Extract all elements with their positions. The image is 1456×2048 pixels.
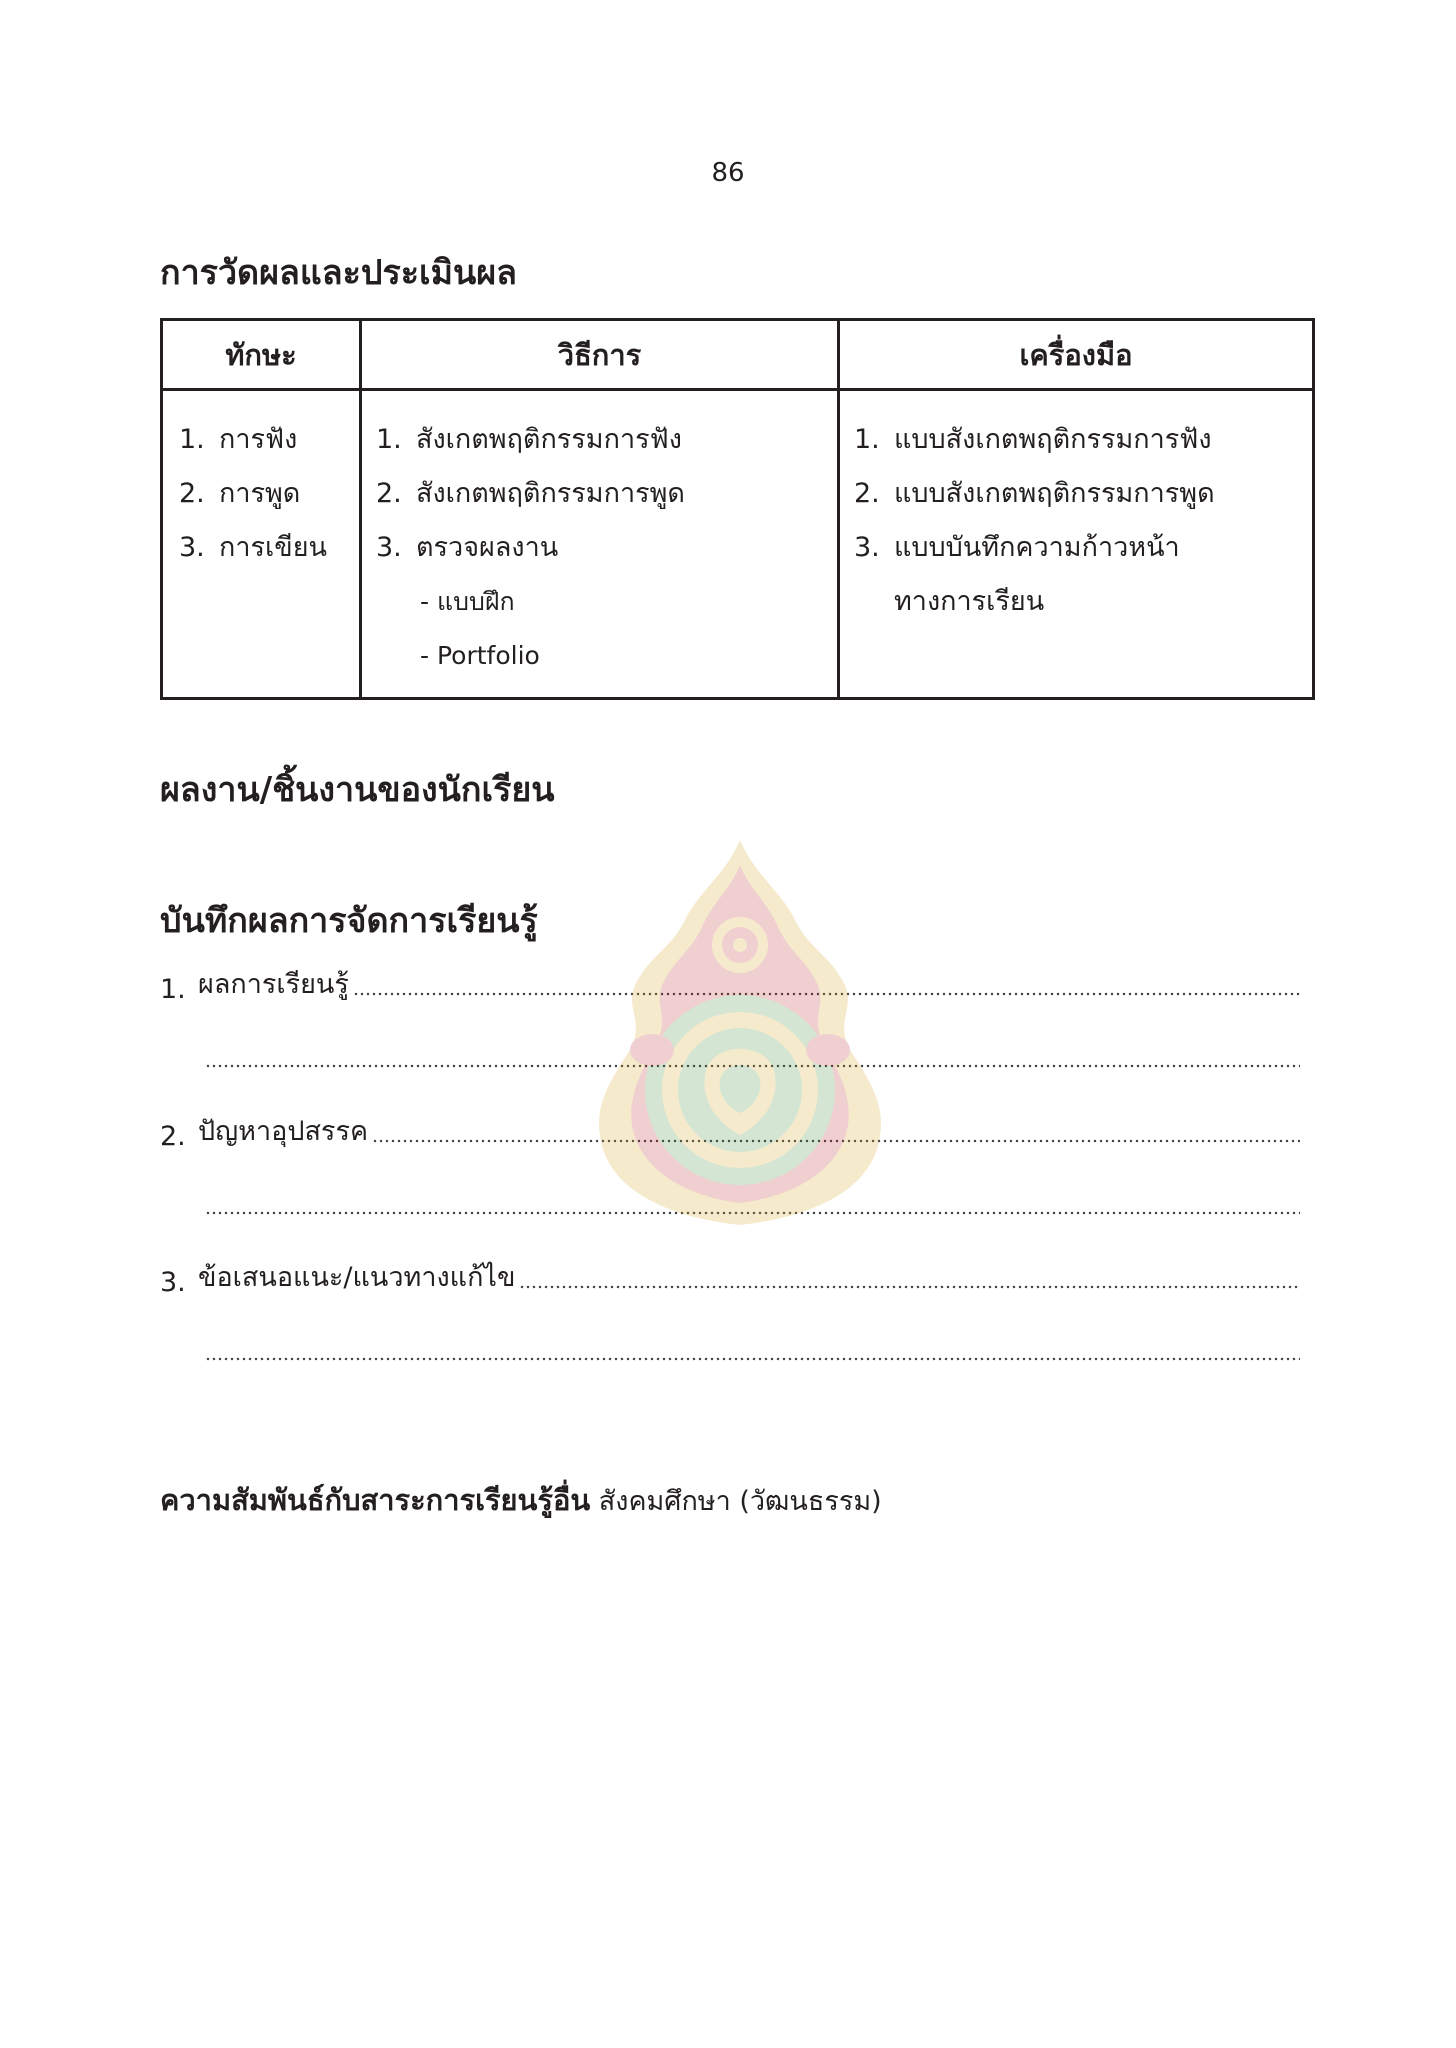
student-work-heading: ผลงาน/ชิ้นงานของนักเรียน: [160, 770, 555, 810]
skill-item: 2. การพูด: [179, 478, 301, 509]
fill-in-line: [519, 1284, 1300, 1290]
skill-item: 1. การฟัง: [179, 424, 298, 455]
header-method: วิธีการ: [361, 320, 839, 390]
method-subitem: - แบบฝึก: [420, 587, 515, 616]
fill-in-line: [372, 1138, 1300, 1144]
record-item: 3. ข้อเสนอแนะ/แนวทางแก้ไข: [160, 1258, 1300, 1298]
tools-cell: [839, 390, 1314, 699]
record-item: 2. ปัญหาอุปสรรค: [160, 1112, 1300, 1152]
tool-item-continuation: ทางการเรียน: [894, 586, 1045, 617]
header-tool: เครื่องมือ: [839, 320, 1314, 390]
method-subitem: - Portfolio: [420, 641, 540, 670]
relation-label: ความสัมพันธ์กับสาระการเรียนรู้อื่น: [160, 1483, 591, 1517]
fill-in-line: [353, 991, 1300, 997]
record-item: 1. ผลการเรียนรู้: [160, 965, 1300, 1005]
skill-item: 3. การเขียน: [179, 532, 327, 563]
tool-item: 2. แบบสังเกตพฤติกรรมการพูด: [854, 478, 1215, 509]
tool-item: 3. แบบบันทึกความก้าวหน้า: [854, 532, 1180, 563]
learning-record-heading: บันทึกผลการจัดการเรียนรู้: [160, 901, 538, 941]
fill-in-line: [205, 1063, 1300, 1069]
fill-in-line: [205, 1210, 1300, 1216]
header-skill: ทักษะ: [162, 320, 361, 390]
record-item-label: ผลการเรียนรู้: [198, 969, 349, 1000]
page-number: 86: [711, 158, 745, 188]
table-row: [162, 390, 1314, 699]
record-item-label: ปัญหาอุปสรรค: [198, 1116, 369, 1147]
method-item: 3. ตรวจผลงาน: [376, 532, 559, 563]
subject-relation: [160, 1477, 882, 1523]
assessment-heading: การวัดผลและประเมินผล: [160, 253, 518, 293]
methods-cell: [361, 390, 839, 699]
method-item: 2. สังเกตพฤติกรรมการพูด: [376, 478, 685, 509]
assessment-table: [160, 318, 1315, 700]
table-header-row: [162, 320, 1314, 390]
skills-cell: [162, 390, 361, 699]
method-item: 1. สังเกตพฤติกรรมการฟัง: [376, 424, 682, 455]
record-item-label: ข้อเสนอแนะ/แนวทางแก้ไข: [198, 1262, 516, 1293]
fill-in-line: [205, 1356, 1300, 1362]
relation-value: สังคมศึกษา (วัฒนธรรม): [598, 1486, 882, 1517]
obec-emblem-watermark-icon: [590, 835, 890, 1230]
tool-item: 1. แบบสังเกตพฤติกรรมการฟัง: [854, 424, 1212, 455]
